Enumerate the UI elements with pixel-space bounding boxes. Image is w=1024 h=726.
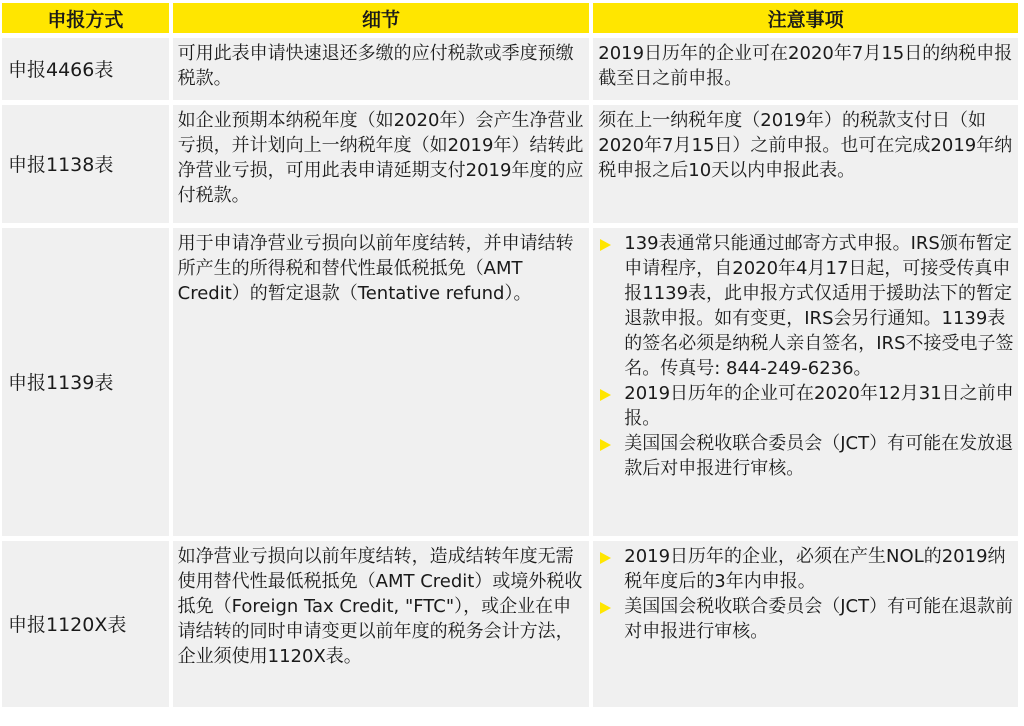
bullet-arrow-icon	[600, 602, 611, 614]
notes-cell	[593, 541, 1018, 707]
table-row	[2, 228, 1018, 536]
notes-cell	[593, 228, 1018, 536]
bullet-arrow-icon	[600, 239, 611, 251]
note-text: 139表通常只能通过邮寄方式申报。IRS颁布暂定申请程序，自2020年4月17日起，可接受传真申报1139表，此申报方式仅适用于援助法下的暂定退款申报。如有变更，IRS会另行通知。1139表的签名必须是纳税人亲自签名，IRS不接受电子签名。传真号: 844-249-6236。	[624, 233, 1014, 379]
header-notes: 注意事项	[593, 3, 1018, 33]
method-cell: 申报1138表	[2, 105, 169, 223]
note-text: 2019日历年的企业，必须在产生NOL的2019纳税年度后的3年内申报。	[624, 546, 1006, 592]
note-text: 美国国会税收联合委员会（JCT）有可能在发放退款后对申报进行审核。	[624, 433, 1014, 479]
bullet-arrow-icon	[600, 439, 611, 451]
notes-list	[598, 544, 1014, 644]
table-row	[2, 38, 1018, 100]
header-filing-method: 申报方式	[2, 3, 169, 33]
method-cell: 申报1139表	[2, 228, 169, 536]
details-cell: 如净营业亏损向以前年度结转，造成结转年度无需使用替代性最低税抵免（AMT Credit）或境外税收抵免（Foreign Tax Credit, "FTC"），或企业在申请结转的同时申请变更以前年度的税务会计方法，企业须使用1120X表。	[173, 541, 590, 707]
table-row	[2, 105, 1018, 223]
table-row	[2, 541, 1018, 707]
details-cell: 可用此表申请快速退还多缴的应付税款或季度预缴税款。	[173, 38, 590, 100]
note-text: 美国国会税收联合委员会（JCT）有可能在退款前对申报进行审核。	[624, 596, 1014, 642]
method-cell: 申报4466表	[2, 38, 169, 100]
list-item	[598, 544, 1014, 594]
notes-list	[598, 231, 1014, 481]
bullet-arrow-icon	[600, 552, 611, 564]
header-row	[2, 3, 1018, 33]
list-item	[598, 431, 1014, 481]
note-text: 2019日历年的企业可在2020年12月31日之前申报。	[624, 383, 1014, 429]
list-item	[598, 231, 1014, 381]
bullet-arrow-icon	[600, 389, 611, 401]
list-item	[598, 381, 1014, 431]
method-cell: 申报1120X表	[2, 541, 169, 707]
header-details: 细节	[173, 3, 590, 33]
details-cell: 用于申请净营业亏损向以前年度结转，并申请结转所产生的所得税和替代性最低税抵免（AMT Credit）的暂定退款（Tentative refund）。	[173, 228, 590, 536]
notes-cell: 须在上一纳税年度（2019年）的税款支付日（如2020年7月15日）之前申报。也可在完成2019年纳税申报之后10天以内申报此表。	[593, 105, 1018, 223]
list-item	[598, 594, 1014, 644]
notes-cell: 2019日历年的企业可在2020年7月15日的纳税申报截至日之前申报。	[593, 38, 1018, 100]
details-cell: 如企业预期本纳税年度（如2020年）会产生净营业亏损，并计划向上一纳税年度（如2019年）结转此净营业亏损，可用此表申请延期支付2019年度的应付税款。	[173, 105, 590, 223]
